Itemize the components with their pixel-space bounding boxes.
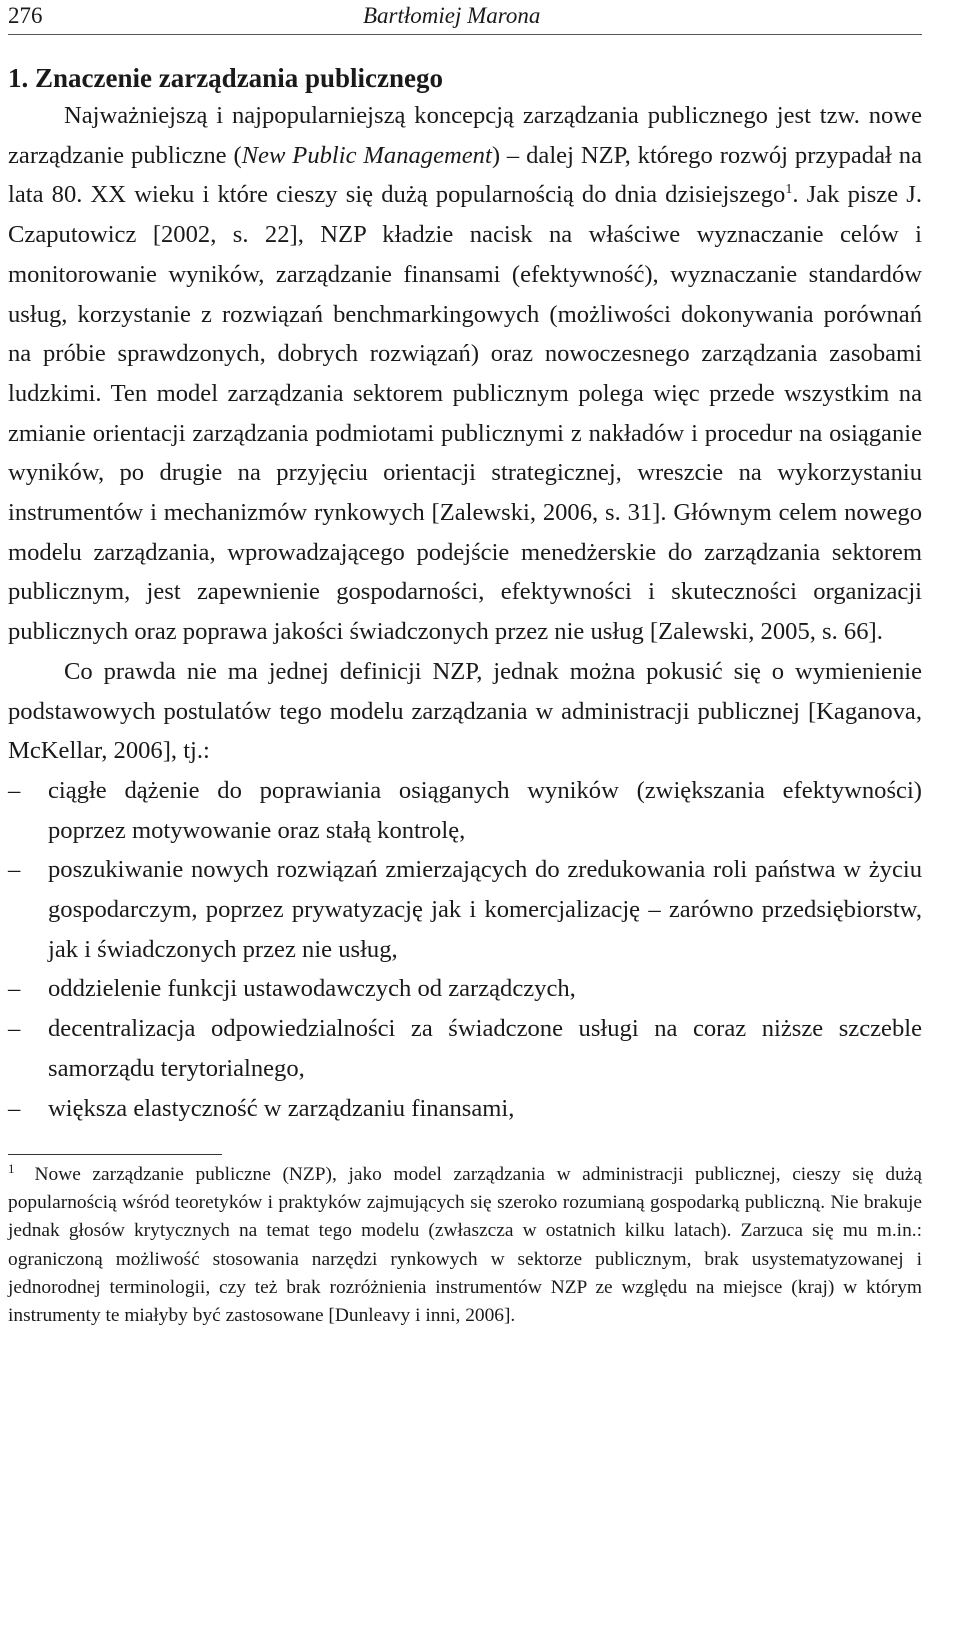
paragraph-1 [8, 96, 922, 652]
list-item-text: poszukiwanie nowych rozwiązań zmierzających do zredukowania roli państwa w życiu gospodarczym, poprzez prywatyzację jak i komercjalizację – zarówno przedsiębiorstw, jak i świadczonych przez nie usług, [48, 856, 922, 963]
paragraph-1-italic-term: New Public Management [241, 141, 492, 169]
footnote-separator [8, 1154, 222, 1155]
list-dash-marker: – [8, 1015, 21, 1043]
document-page [8, 0, 922, 1330]
footnote-text: Nowe zarządzanie publiczne (NZP), jako model zarządzania w administracji publicznej, cieszy się dużą popularnością wśród teoretyków i praktyków zajmujących się szeroko rozumianą gospodarką publiczną. Nie brakuje jednak głosów krytycznych na temat tego modelu (zwłaszcza w ostatnich kilku latach). Zarzuca się mu m.in.: ograniczoną możliwość stosowania narzędzi rynkowych w sektorze publicznym, brak usystematyzowanej i jednorodnej terminologii, czy też brak rozróżnienia instrumentów NZP ze względu na miejsce (kraj) w którym instrumenty te miałyby być zastosowane [Dunleavy i inni, 2006]. [8, 1164, 922, 1326]
list-item-text: ciągłe dążenie do poprawiania osiąganych wyników (zwiększania efektywności) poprzez motywowanie oraz stałą kontrolę, [48, 776, 922, 844]
list-dash-marker: – [8, 856, 21, 884]
footnote-reference[interactable]: 1 [785, 182, 793, 198]
list-dash-marker: – [8, 776, 21, 804]
list-item [8, 771, 922, 850]
list-item [8, 1089, 922, 1129]
list-item-text: większa elastyczność w zarządzaniu finansami, [48, 1094, 515, 1122]
paragraph-2: Co prawda nie ma jednej definicji NZP, jednak można pokusić się o wymienienie podstawowych postulatów tego modelu zarządzania w administracji publicznej [Kaganova, McKellar, 2006], tj.: [8, 657, 922, 765]
list-item [8, 850, 922, 969]
footnote [8, 1161, 922, 1330]
list-item [8, 1009, 922, 1088]
list-dash-marker: – [8, 1094, 21, 1122]
list-item [8, 969, 922, 1009]
running-header [8, 0, 922, 35]
paragraph-1-part-1: Najważniejszą i najpopularniejszą koncepcją zarządzania publicznego jest tzw. nowe zarządzanie publiczne ( [8, 102, 922, 169]
page-number: 276 [8, 3, 43, 28]
paragraph-1-part-2: ) – dalej NZP, którego rozwój przypadał na lata 80. XX wieku i które cieszy się dużą popularnością do dnia dzisiejszego [8, 141, 922, 209]
postulates-list [8, 771, 922, 1128]
footnote-number: 1 [8, 1160, 15, 1176]
list-item-text: decentralizacja odpowiedzialności za świadczone usługi na coraz niższe szczeble samorządu terytorialnego, [48, 1015, 922, 1082]
running-head-author: Bartłomiej Marona [363, 3, 541, 28]
body-text [8, 96, 922, 1128]
list-dash-marker: – [8, 975, 21, 1003]
paragraph-1-part-3: . Jak pisze J. Czaputowicz [2002, s. 22], NZP kładzie nacisk na właściwe wyznaczanie celów i monitorowanie wyników, zarządzanie finansami (efektywność), wyznaczanie standardów usług, korzystanie z rozwiązań benchmarkingowych (możliwości dokonywania porównań na próbie sprawdzonych, dobrych rozwiązań) oraz nowoczesnego zarządzania zasobami ludzkimi. Ten model zarządzania sektorem publicznym polega więc przede wszystkim na zmianie orientacji zarządzania podmiotami publicznymi z nakładów i procedur na osiąganie wyników, po drugie na przyjęciu orientacji strategicznej, wreszcie na wykorzystaniu instrumentów i mechanizmów rynkowych [Zalewski, 2006, s. 31]. Głównym celem nowego modelu zarządzania, wprowadzającego podejście menedżerskie do zarządzania sektorem publicznym, jest zapewnienie gospodarności, efektywności i skuteczności organizacji publicznych oraz poprawa jakości świadczonych przez nie usług [Zalewski, 2005, s. 66]. [8, 181, 922, 646]
section-heading: 1. Znaczenie zarządzania publicznego [8, 63, 443, 93]
list-item-text: oddzielenie funkcji ustawodawczych od zarządczych, [48, 975, 576, 1003]
